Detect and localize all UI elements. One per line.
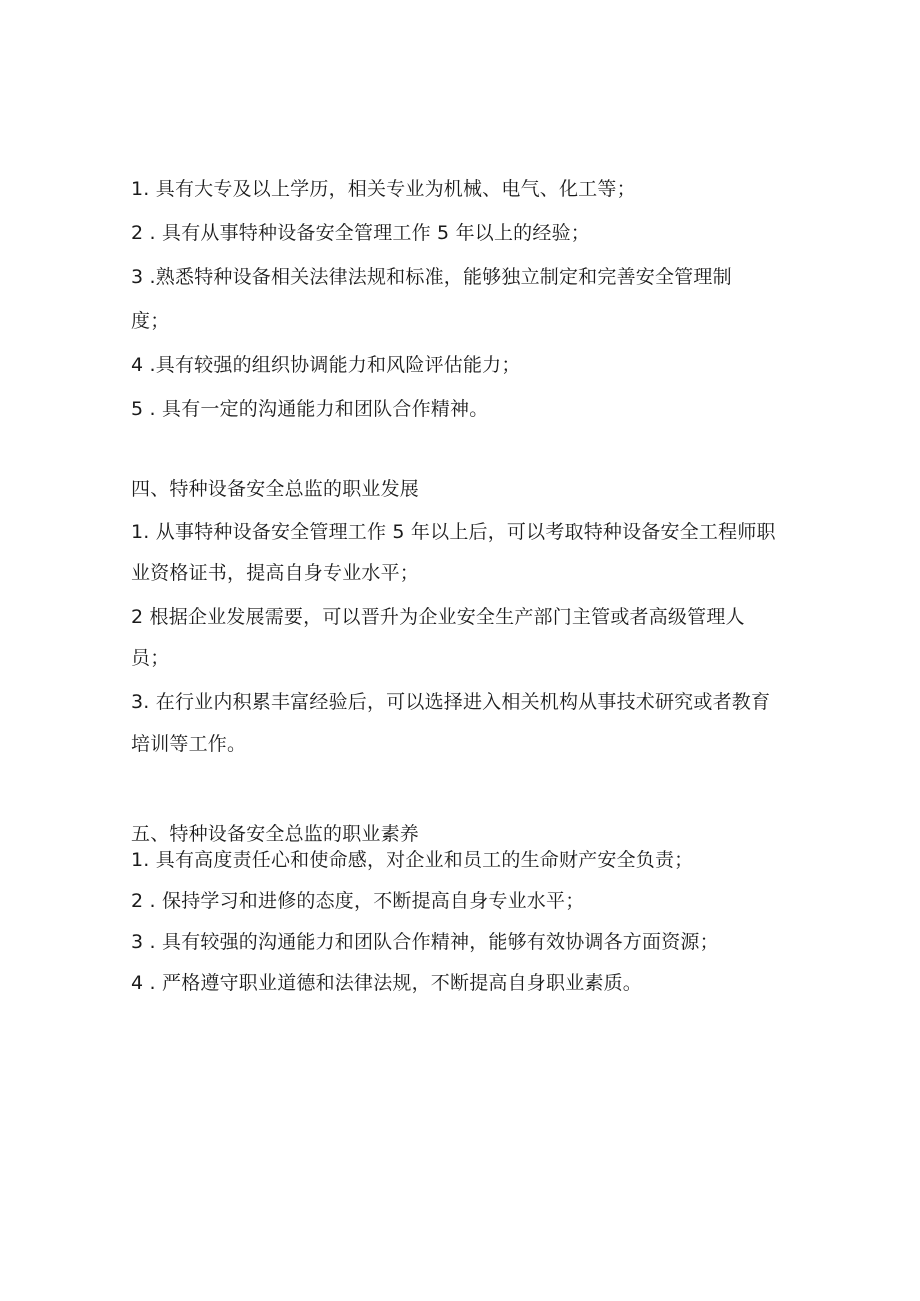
section-heading-qualities: 五、特种设备安全总监的职业素养 [131, 823, 420, 845]
requirement-item-3-cont: 度； [131, 310, 170, 332]
quality-item-4: 4 . 严格遵守职业道德和法律法规，不断提高自身职业素质。 [131, 972, 643, 994]
quality-item-3: 3 . 具有较强的沟通能力和团队合作精神，能够有效协调各方面资源； [131, 931, 719, 953]
career-item-3-cont: 培训等工作。 [131, 733, 247, 755]
career-item-2: 2 根据企业发展需要，可以晋升为企业安全生产部门主管或者高级管理人 [131, 606, 745, 628]
requirement-item-4: 4 .具有较强的组织协调能力和风险评估能力； [131, 354, 521, 376]
career-item-1: 1. 从事特种设备安全管理工作 5 年以上后，可以考取特种设备安全工程师职 [131, 521, 776, 543]
section-heading-career: 四、特种设备安全总监的职业发展 [131, 478, 420, 500]
quality-item-1: 1. 具有高度责任心和使命感，对企业和员工的生命财产安全负责； [131, 849, 694, 871]
career-item-1-cont: 业资格证书，提高自身专业水平； [131, 562, 420, 584]
quality-item-2: 2 . 保持学习和进修的态度，不断提高自身专业水平； [131, 890, 585, 912]
career-item-3: 3. 在行业内积累丰富经验后，可以选择进入相关机构从事技术研究或者教育 [131, 691, 771, 713]
requirement-item-1: 1. 具有大专及以上学历，相关专业为机械、电气、化工等； [131, 178, 636, 200]
career-item-2-cont: 员； [131, 647, 170, 669]
requirement-item-2: 2 . 具有从事特种设备安全管理工作 5 年以上的经验； [131, 222, 590, 244]
requirement-item-3: 3 .熟悉特种设备相关法律法规和标准，能够独立制定和完善安全管理制 [131, 266, 732, 288]
requirement-item-5: 5 . 具有一定的沟通能力和团队合作精神。 [131, 398, 489, 420]
